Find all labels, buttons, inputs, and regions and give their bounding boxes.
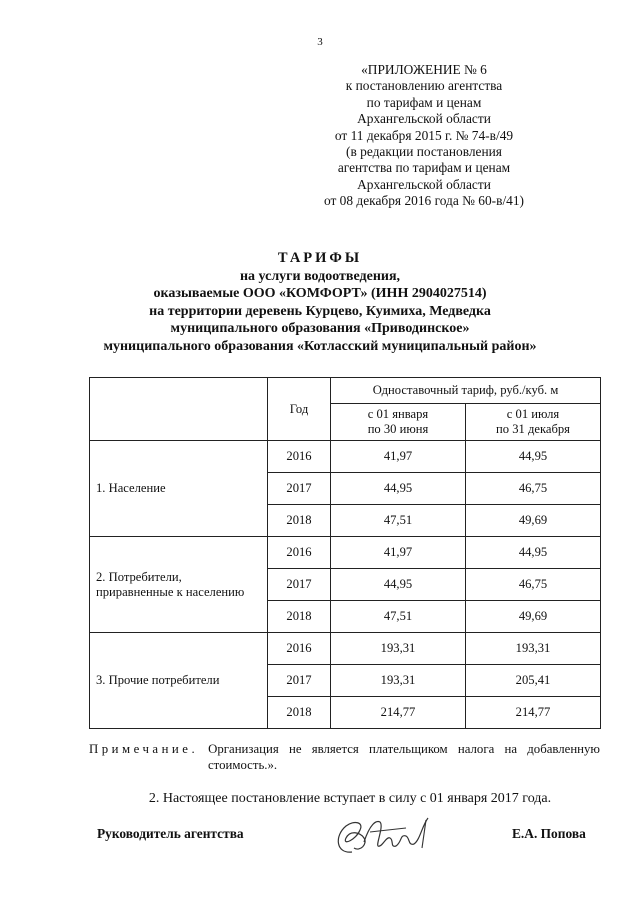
appendix-line: (в редакции постановления [346, 144, 502, 160]
year-cell: 2018 [268, 697, 331, 729]
tariff-cell: 44,95 [331, 473, 466, 505]
category-cell: 3. Прочие потребители [90, 633, 268, 729]
period-line: с 01 июля [506, 407, 560, 421]
period-header-second-half [466, 404, 601, 441]
tariff-cell: 46,75 [466, 569, 601, 601]
appendix-line: от 11 декабря 2015 г. № 74-в/49 [334, 127, 514, 143]
note [89, 741, 600, 773]
tariff-cell: 46,75 [466, 473, 601, 505]
appendix-line: Архангельской области [357, 176, 491, 192]
tariff-cell: 47,51 [331, 601, 466, 633]
year-cell: 2017 [268, 569, 331, 601]
tariff-cell: 49,69 [466, 601, 601, 633]
year-cell: 2016 [268, 441, 331, 473]
tariff-cell: 41,97 [331, 441, 466, 473]
note-row [89, 741, 600, 757]
appendix-line: к постановлению агентства [345, 78, 503, 94]
signer-position: Руководитель агентства [97, 826, 244, 841]
period-line: по 31 декабря [496, 422, 570, 436]
tariff-table [89, 377, 601, 729]
title-line: на услуги водоотведения, [239, 268, 401, 284]
appendix-line: от 08 декабря 2016 года № 60-в/41) [323, 193, 525, 209]
appendix-line: по тарифам и ценам [366, 94, 482, 110]
tariff-cell: 47,51 [331, 505, 466, 537]
category-cell [90, 537, 268, 633]
appendix-header [274, 62, 574, 210]
title-line: муниципального образования «Котласский муниципальный район» [103, 338, 537, 354]
table-row [90, 633, 601, 665]
category-line: 2. Потребители, [96, 569, 182, 584]
note-label: Примечание. [89, 742, 199, 756]
tariff-cell: 214,77 [331, 697, 466, 729]
table-row [90, 537, 601, 569]
handwritten-signature [330, 812, 450, 858]
tariff-cell: 193,31 [331, 665, 466, 697]
year-cell: 2018 [268, 601, 331, 633]
effective-date-clause: 2. Настоящее постановление вступает в силу с 01 января 2017 года. [148, 791, 552, 806]
year-cell: 2016 [268, 633, 331, 665]
table-header-row [90, 378, 601, 404]
tariff-cell: 193,31 [466, 633, 601, 665]
note-text: Организация не является плательщиком налога на добавленную [208, 742, 600, 756]
tariff-header: Одноставочный тариф, руб./куб. м [331, 378, 601, 404]
title-line: на территории деревень Курцево, Куимиха, Медведка [149, 303, 491, 319]
category-line: приравненные к населению [96, 584, 245, 599]
tariff-cell: 44,95 [466, 537, 601, 569]
title-line: оказываемые ООО «КОМФОРТ» (ИНН 2904027514) [153, 286, 487, 302]
year-cell: 2017 [268, 665, 331, 697]
year-cell: 2016 [268, 537, 331, 569]
tariff-cell: 214,77 [466, 697, 601, 729]
appendix-line: Архангельской области [357, 111, 491, 127]
period-header-first-half [331, 404, 466, 441]
appendix-line: «ПРИЛОЖЕНИЕ № 6 [361, 62, 487, 77]
tariff-title [0, 250, 640, 356]
year-cell: 2018 [268, 505, 331, 537]
category-cell: 1. Население [90, 441, 268, 537]
tariff-cell: 41,97 [331, 537, 466, 569]
signer-name: Е.А. Попова [512, 826, 586, 841]
note-text-continuation: стоимость.». [208, 758, 278, 772]
table-row [90, 441, 601, 473]
tariff-cell: 193,31 [331, 633, 466, 665]
title-heading: ТАРИФЫ [277, 250, 363, 266]
period-line: по 30 июня [367, 422, 429, 436]
appendix-line: агентства по тарифам и ценам [337, 160, 511, 176]
year-header: Год [268, 378, 331, 441]
tariff-cell: 44,95 [466, 441, 601, 473]
category-header [90, 378, 268, 441]
tariff-cell: 205,41 [466, 665, 601, 697]
period-line: с 01 января [367, 407, 429, 421]
tariff-cell: 44,95 [331, 569, 466, 601]
title-line: муниципального образования «Приводинское» [170, 321, 470, 337]
year-cell: 2017 [268, 473, 331, 505]
tariff-cell: 49,69 [466, 505, 601, 537]
page-number: 3 [317, 36, 323, 48]
